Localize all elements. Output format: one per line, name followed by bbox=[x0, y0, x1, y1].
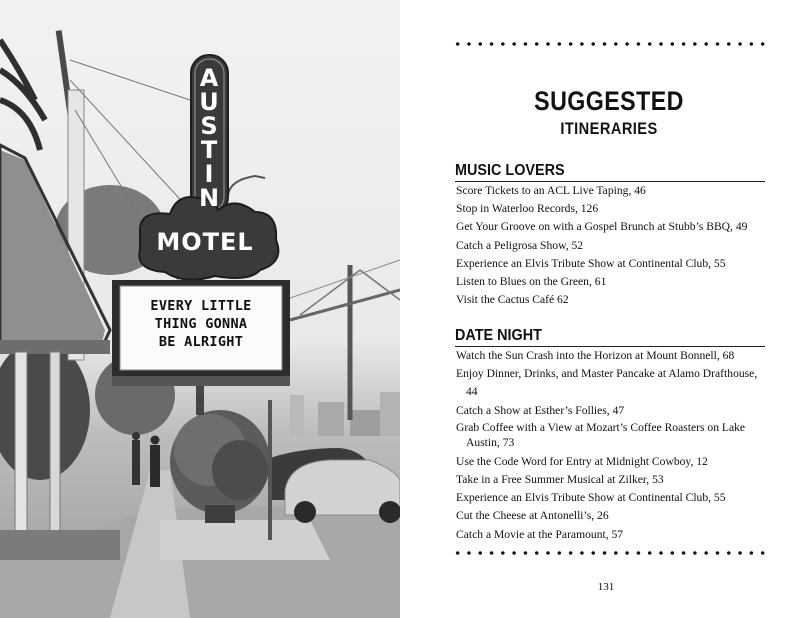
marquee-line: BE ALRIGHT bbox=[158, 334, 244, 350]
list-item: Take in a Free Summer Musical at Zilker, 53 bbox=[456, 473, 664, 487]
date-night-list bbox=[456, 347, 766, 544]
section-heading-music-lovers bbox=[455, 162, 765, 182]
list-item: Enjoy Dinner, Drinks, and Master Pancake at Alamo Drafthouse, 44 bbox=[456, 367, 758, 399]
music-lovers-list bbox=[456, 182, 766, 309]
page-subtitle: ITINERARIES bbox=[560, 119, 658, 138]
dotted-rule-top bbox=[452, 41, 768, 47]
list-item: Experience an Elvis Tribute Show at Continental Club, 55 bbox=[456, 491, 726, 505]
list-item: Score Tickets to an ACL Live Taping, 46 bbox=[456, 184, 646, 197]
sign-letter: U bbox=[199, 88, 219, 116]
list-item: Grab Coffee with a View at Mozart’s Coffee Roasters on Lake Austin, 73 bbox=[456, 420, 746, 449]
marquee-line: THING GONNA bbox=[154, 316, 248, 332]
list-item: Visit the Cactus Café 62 bbox=[456, 293, 569, 307]
motel-sign-word: MOTEL bbox=[156, 228, 254, 256]
page-number: 131 bbox=[597, 581, 615, 593]
page-title: SUGGESTED bbox=[534, 86, 684, 116]
list-item: Experience an Elvis Tribute Show at Continental Club, 55 bbox=[456, 256, 726, 270]
sign-letter: N bbox=[198, 184, 220, 212]
dotted-rule-bottom bbox=[452, 550, 768, 556]
list-item: Catch a Show at Esther’s Follies, 47 bbox=[456, 403, 625, 417]
section-heading-label: DATE NIGHT bbox=[455, 327, 542, 344]
list-item: Stop in Waterloo Records, 126 bbox=[456, 202, 599, 216]
section-heading-date-night bbox=[455, 327, 765, 347]
list-item: Cut the Cheese at Antonelli’s, 26 bbox=[456, 509, 609, 523]
marquee-line: EVERY LITTLE bbox=[150, 298, 252, 314]
section-heading-label: MUSIC LOVERS bbox=[455, 162, 565, 179]
sign-letter: A bbox=[199, 64, 219, 92]
list-item: Use the Code Word for Entry at Midnight Cowboy, 12 bbox=[456, 454, 708, 468]
sign-letter: T bbox=[200, 136, 218, 164]
list-item: Listen to Blues on the Green, 61 bbox=[456, 275, 607, 289]
list-item: Get Your Groove on with a Gospel Brunch at Stubb’s BBQ, 49 bbox=[456, 220, 748, 234]
list-item: Catch a Movie at the Paramount, 57 bbox=[456, 527, 624, 541]
list-item: Watch the Sun Crash into the Horizon at Mount Bonnell, 68 bbox=[456, 349, 735, 362]
sign-letter: I bbox=[204, 160, 214, 188]
list-item: Catch a Peligrosa Show, 52 bbox=[456, 238, 584, 252]
sign-letter: S bbox=[200, 112, 218, 140]
itineraries-page bbox=[400, 0, 800, 618]
